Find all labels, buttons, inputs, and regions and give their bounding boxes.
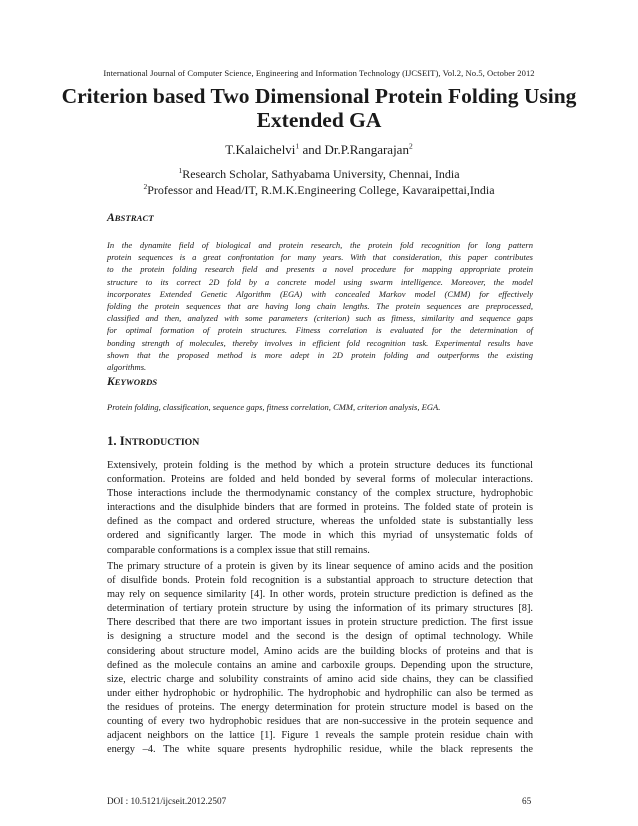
abstract-line: classified and then, analyzed with some parameters (criterion) such as fitness, similarity and sequence gaps	[107, 313, 533, 324]
paragraph-line: of disulfide bonds. Protein fold recognition is a substantial approach to structure detection that	[107, 575, 533, 587]
author-1-sup: 1	[295, 141, 300, 151]
introduction-heading	[107, 434, 199, 449]
keywords-heading	[107, 376, 157, 388]
running-head: International Journal of Computer Science, Engineering and Information Technology (IJCSEIT), Vol.2, No.5, October 2012	[103, 68, 535, 78]
paragraph-line: conformation. Proteins are folded and held bonded by several forms of molecular interactions.	[107, 474, 533, 486]
paragraph-line: counting of every two hydrophobic residues that are non-successive in the protein sequence and	[107, 716, 533, 728]
paragraph-line: There described that there are two important issues in protein structure prediction. The first issue	[107, 617, 533, 629]
abstract-heading-first: A	[107, 212, 115, 224]
author-line	[0, 142, 638, 158]
abstract-line: In the dynamite field of biological and protein research, the protein fold recognition for long pattern	[107, 240, 533, 250]
paragraph-line: size, electric charge and solubility constraints of amino acid side chains, they can be classified	[107, 673, 533, 685]
paragraph-line: energy –4. The white square presents hydrophilic residue, while the black represents the	[107, 744, 533, 756]
affiliation-1-text: Research Scholar, Sathyabama University, Chennai, India	[182, 167, 460, 181]
abstract-line: protein sequences is a great confrontation for many years. With that consideration, this paper contributes	[107, 252, 533, 263]
keywords-heading-first: K	[107, 376, 115, 388]
abstract-line: bonding strength of molecules, thereby involves in efficient fold recognition task. Experimental results have	[107, 337, 533, 348]
paragraph-line: interactions and the disulphide binders that are formed in proteins. The folded state of protein is	[107, 502, 533, 514]
affiliation-2-text: Professor and Head/IT, R.M.K.Engineering College, Kavaraipettai,India	[147, 183, 495, 197]
abstract-line: folding the protein sequences that are having long chain lengths. The protein sequences are preprocessed,	[107, 300, 533, 311]
paragraph-line: is designing a structure model and the second is the design of optimal technology. While	[107, 631, 533, 643]
paragraph-line: ordered and significantly larger. The mode in which this myriad of unsystematic folds of	[107, 530, 533, 542]
intro-paragraph-2	[107, 560, 533, 757]
paper-title: Criterion based Two Dimensional Protein Folding Using Extended GA	[61, 84, 577, 132]
abstract-body	[107, 239, 533, 373]
abstract-line: shown that the proposed method is more adept in 2D protein folding and outperforms the existing	[107, 349, 533, 360]
abstract-line: incorporates Extended Genetic Algorithm (EGA) with concealed Markov model (CMM) for effectively	[107, 288, 533, 299]
author-conjunction: and	[299, 142, 325, 157]
abstract-line: algorithms.	[107, 361, 147, 372]
paragraph-line: the residues of proteins. The energy determination for protein structure model is based on the	[107, 701, 533, 713]
paragraph-line: Those interactions include the thermodynamic constancy of the complex structure, hydrophobic	[107, 488, 533, 500]
author-1: T.Kalaichelvi	[225, 142, 296, 157]
introduction-heading-num: 1. I	[107, 434, 125, 448]
paragraph-line: adjacent neighbors on the lattice [1]. Figure 1 reveals the sample protein residue chain with	[107, 730, 533, 742]
abstract-heading-rest: BSTRACT	[114, 213, 154, 223]
affiliation-1-sup: 1	[178, 166, 183, 175]
keywords-text: Protein folding, classification, sequence gaps, fitness correlation, CMM, criterion analysis, EGA.	[107, 402, 441, 412]
abstract-line: structure to its correct 2D fold by a concrete model using swarm intelligence. Moreover, the model	[107, 276, 533, 287]
paragraph-line: The primary structure of a protein is given by its linear sequence of amino acids and the position	[107, 561, 533, 572]
abstract-line: to the protein folding research field and presents a novel procedure for mapping appropriate protein	[107, 264, 533, 275]
affiliation-2-sup: 2	[143, 182, 148, 191]
abstract-heading	[107, 212, 154, 224]
paragraph-line: determination of tertiary protein structure by using the information of its primary structures [8].	[107, 603, 533, 615]
introduction-heading-rest: NTRODUCTION	[124, 437, 200, 448]
paragraph-line: defined as the compact and ordered structure, whereas the unfolded state is substantially less	[107, 516, 533, 528]
page-number: 65	[522, 796, 532, 806]
author-2-sup: 2	[408, 141, 413, 151]
paragraph-line: defined as the molecule contains an amine and carboxile groups. Depending upon the structure,	[107, 659, 533, 671]
paragraph-line: may rely on sequence similarity [4]. In other words, protein structure prediction is defined as the	[107, 589, 533, 601]
paragraph-line: comparable conformations is a complex issue that still remains.	[107, 544, 370, 556]
affiliation-2	[0, 183, 638, 198]
paragraph-line: considering about structure model, Amino acids are the building blocks of proteins and that is	[107, 645, 533, 657]
intro-paragraph-1	[107, 459, 533, 558]
author-2: Dr.P.Rangarajan	[324, 142, 409, 157]
affiliation-1	[0, 167, 638, 182]
abstract-line: for optimal formation of protein structures. Fitness correlation is evaluated for the determination of	[107, 325, 533, 336]
footer-doi: DOI : 10.5121/ijcseit.2012.2507	[107, 796, 227, 806]
keywords-heading-rest: EYWORDS	[114, 377, 158, 387]
paragraph-line: Extensively, protein folding is the method by which a protein structure deduces its functional	[107, 460, 533, 471]
paragraph-line: under either hydrophobic or hydrophilic. The hydrophobic and hydrophilic can also be termed as	[107, 687, 533, 699]
